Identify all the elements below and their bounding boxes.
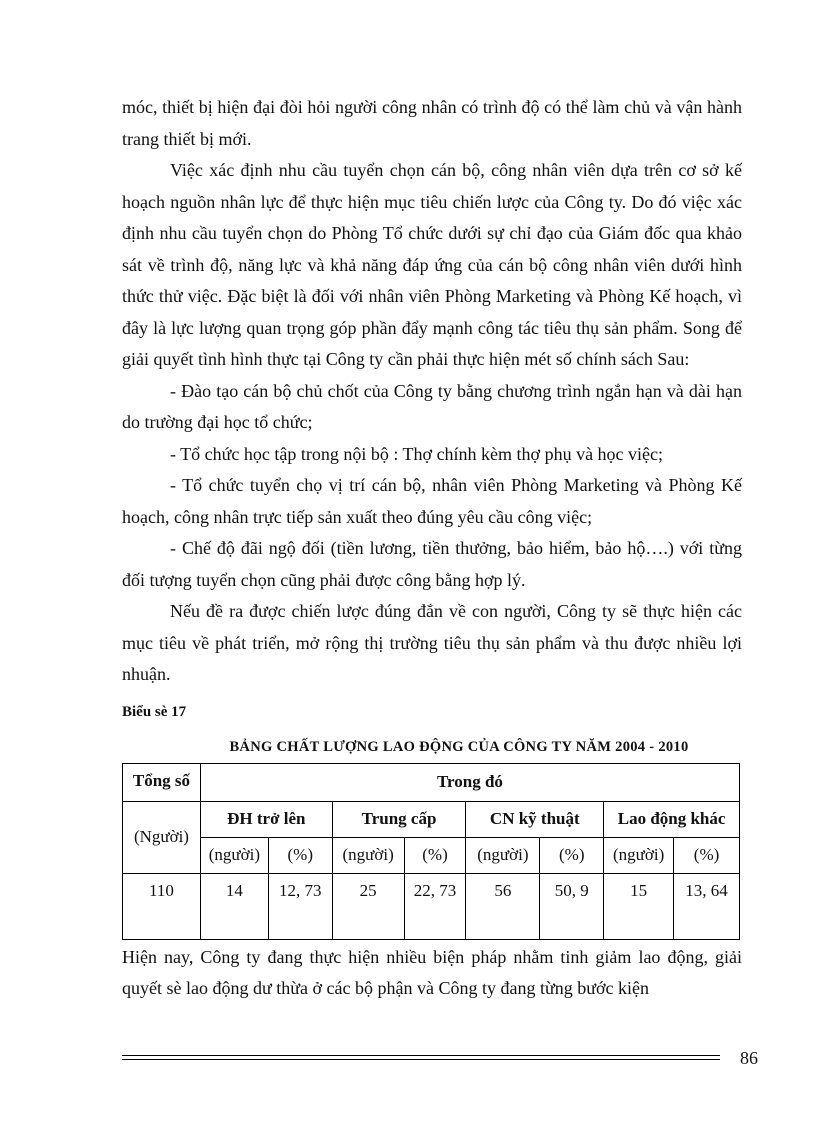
group-university: ĐH trở lên	[200, 801, 332, 837]
group-other-labor: Lao động khác	[604, 801, 740, 837]
paragraph-2: Việc xác định nhu cầu tuyển chọn cán bộ, công nhân viên dựa trên cơ sở kế hoạch nguồn nhân lực để thực hiện mục tiêu chiến lược của Công ty. Do đó việc xác định nhu cầu tuyển chọn do Phòng Tổ chức dưới sự chỉ đạo của Giám đốc qua khảo sát về trình độ, năng lực và khả năng đáp ứng của cán bộ công nhân viên dưới hình thức thử việc. Đặc biệt là đối với nhân viên Phòng Marketing và Phòng Kế hoạch, vì đây là lực lượng quan trọng góp phần đẩy mạnh công tác tiêu thụ sản phẩm. Song để giải quyết tình hình thực tại Công ty cần phải thực hiện mét số chính sách Sau:	[122, 160, 742, 369]
total-value: 110	[123, 873, 201, 939]
paragraph-strategy: Nếu đề ra được chiến lược đúng đắn về con người, Công ty sẽ thực hiện các mục tiêu về phát triển, mở rộng thị trường tiêu thụ sản phẩm và thu được nhiều lợi nhuận.	[122, 601, 742, 684]
cell-value: 12, 73	[268, 873, 332, 939]
cell-value: 56	[466, 873, 540, 939]
group-technical-worker: CN kỹ thuật	[466, 801, 604, 837]
cell-value: 25	[332, 873, 404, 939]
sub-percent: (%)	[404, 837, 466, 873]
sub-people: (người)	[466, 837, 540, 873]
cell-value: 22, 73	[404, 873, 466, 939]
total-header: Tổng số	[123, 763, 201, 801]
paragraph-1: móc, thiết bị hiện đại đòi hỏi người công nhân có trình độ có thể làm chủ và vận hành trang thiết bị mới.	[122, 97, 742, 149]
sub-people: (người)	[200, 837, 268, 873]
sub-percent: (%)	[674, 837, 740, 873]
total-unit: (Người)	[123, 801, 201, 873]
chart-label: Biểu sè 17	[122, 703, 187, 720]
sub-people: (người)	[332, 837, 404, 873]
group-header: Trong đó	[200, 763, 739, 801]
paragraph-after-table: Hiện nay, Công ty đang thực hiện nhiều biện pháp nhằm tinh giảm lao động, giải quyết sè lao động dư thừa ở các bộ phận và Công ty đang từng bước kiện	[122, 946, 742, 998]
list-item-benefits: - Chế độ đãi ngộ đối (tiền lương, tiền thưởng, bảo hiểm, bảo hộ….) với từng đối tượng tuyển chọn cũng phải được công bằng hợp lý.	[122, 538, 742, 590]
cell-value: 15	[604, 873, 674, 939]
group-intermediate: Trung cấp	[332, 801, 466, 837]
sub-percent: (%)	[540, 837, 604, 873]
document-body	[122, 92, 742, 1005]
list-item-training: - Đào tạo cán bộ chủ chốt của Công ty bằng chương trình ngắn hạn và dài hạn do trường đại học tổ chức;	[122, 380, 742, 432]
list-item-recruitment: - Tổ chức tuyển chọ vị trí cán bộ, nhân viên Phòng Marketing và Phòng Kế hoạch, công nhân trực tiếp sản xuất theo đúng yêu cầu công việc;	[122, 475, 742, 527]
sub-people: (người)	[604, 837, 674, 873]
labor-quality-table	[122, 763, 740, 940]
cell-value: 13, 64	[674, 873, 740, 939]
page-number: 86	[740, 1048, 758, 1068]
footer-divider	[122, 1055, 720, 1063]
cell-value: 50, 9	[540, 873, 604, 939]
list-item-internal-learning: - Tổ chức học tập trong nội bộ : Thợ chính kèm thợ phụ và học việc;	[170, 443, 664, 464]
sub-percent: (%)	[268, 837, 332, 873]
cell-value: 14	[200, 873, 268, 939]
table-row	[123, 873, 740, 939]
table-title: BẢNG CHẤT LƯỢNG LAO ĐỘNG CỦA CÔNG TY NĂM 2004 - 2010	[229, 738, 689, 755]
